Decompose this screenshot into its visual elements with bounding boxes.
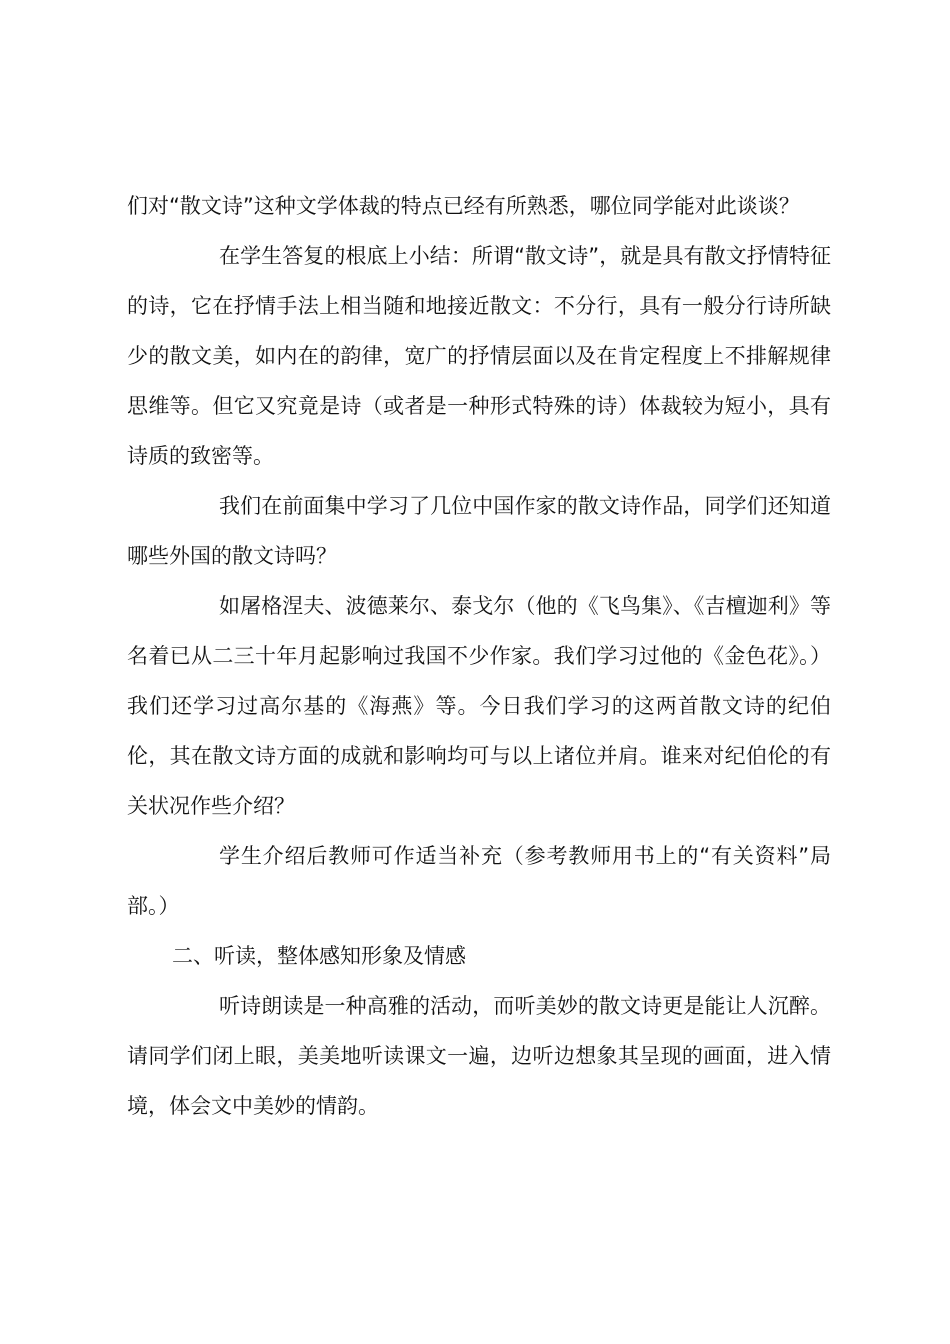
paragraph-teacher-supplement: 学生介绍后教师可作适当补充（参考教师用书上的“有关资料”局部。） [127,844,831,918]
paragraph-summary: 在学生答复的根底上小结：所谓“散文诗”，就是具有散文抒情特征的诗，它在抒情手法上相当随和地接近散文：不分行，具有一般分行诗所缺少的散文美，如内在的韵律，宽广的抒情层面以及在肯定程度上不排解规律思维等。但它又究竟是诗（或者是一种形式特殊的诗）体裁较为短小，具有诗质的致密等。 [127,244,831,468]
paragraph-question: 我们在前面集中学习了几位中国作家的散文诗作品，同学们还知道哪些外国的散文诗吗？ [127,494,831,568]
document-body [127,181,831,1131]
paragraph-listening: 听诗朗读是一种高雅的活动，而听美妙的散文诗更是能让人沉醉。请同学们闭上眼，美美地听读课文一遍，边听边想象其呈现的画面，进入情境，体会文中美妙的情韵。 [127,994,831,1118]
paragraph-foreign-authors: 如屠格涅夫、波德莱尔、泰戈尔（他的《飞鸟集》、《吉檀迦利》等名着已从二三十年月起影响过我国不少作家。我们学习过他的《金色花》。）我们还学习过高尔基的《海燕》等。今日我们学习的这两首散文诗的纪伯伦，其在散文诗方面的成就和影响均可与以上诸位并肩。谁来对纪伯伦的有关状况作些介绍？ [127,594,831,818]
section-heading: 二、听读，整体感知形象及情感 [172,944,466,968]
paragraph-continuation: 们对“散文诗”这种文学体裁的特点已经有所熟悉，哪位同学能对此谈谈？ [127,194,800,218]
